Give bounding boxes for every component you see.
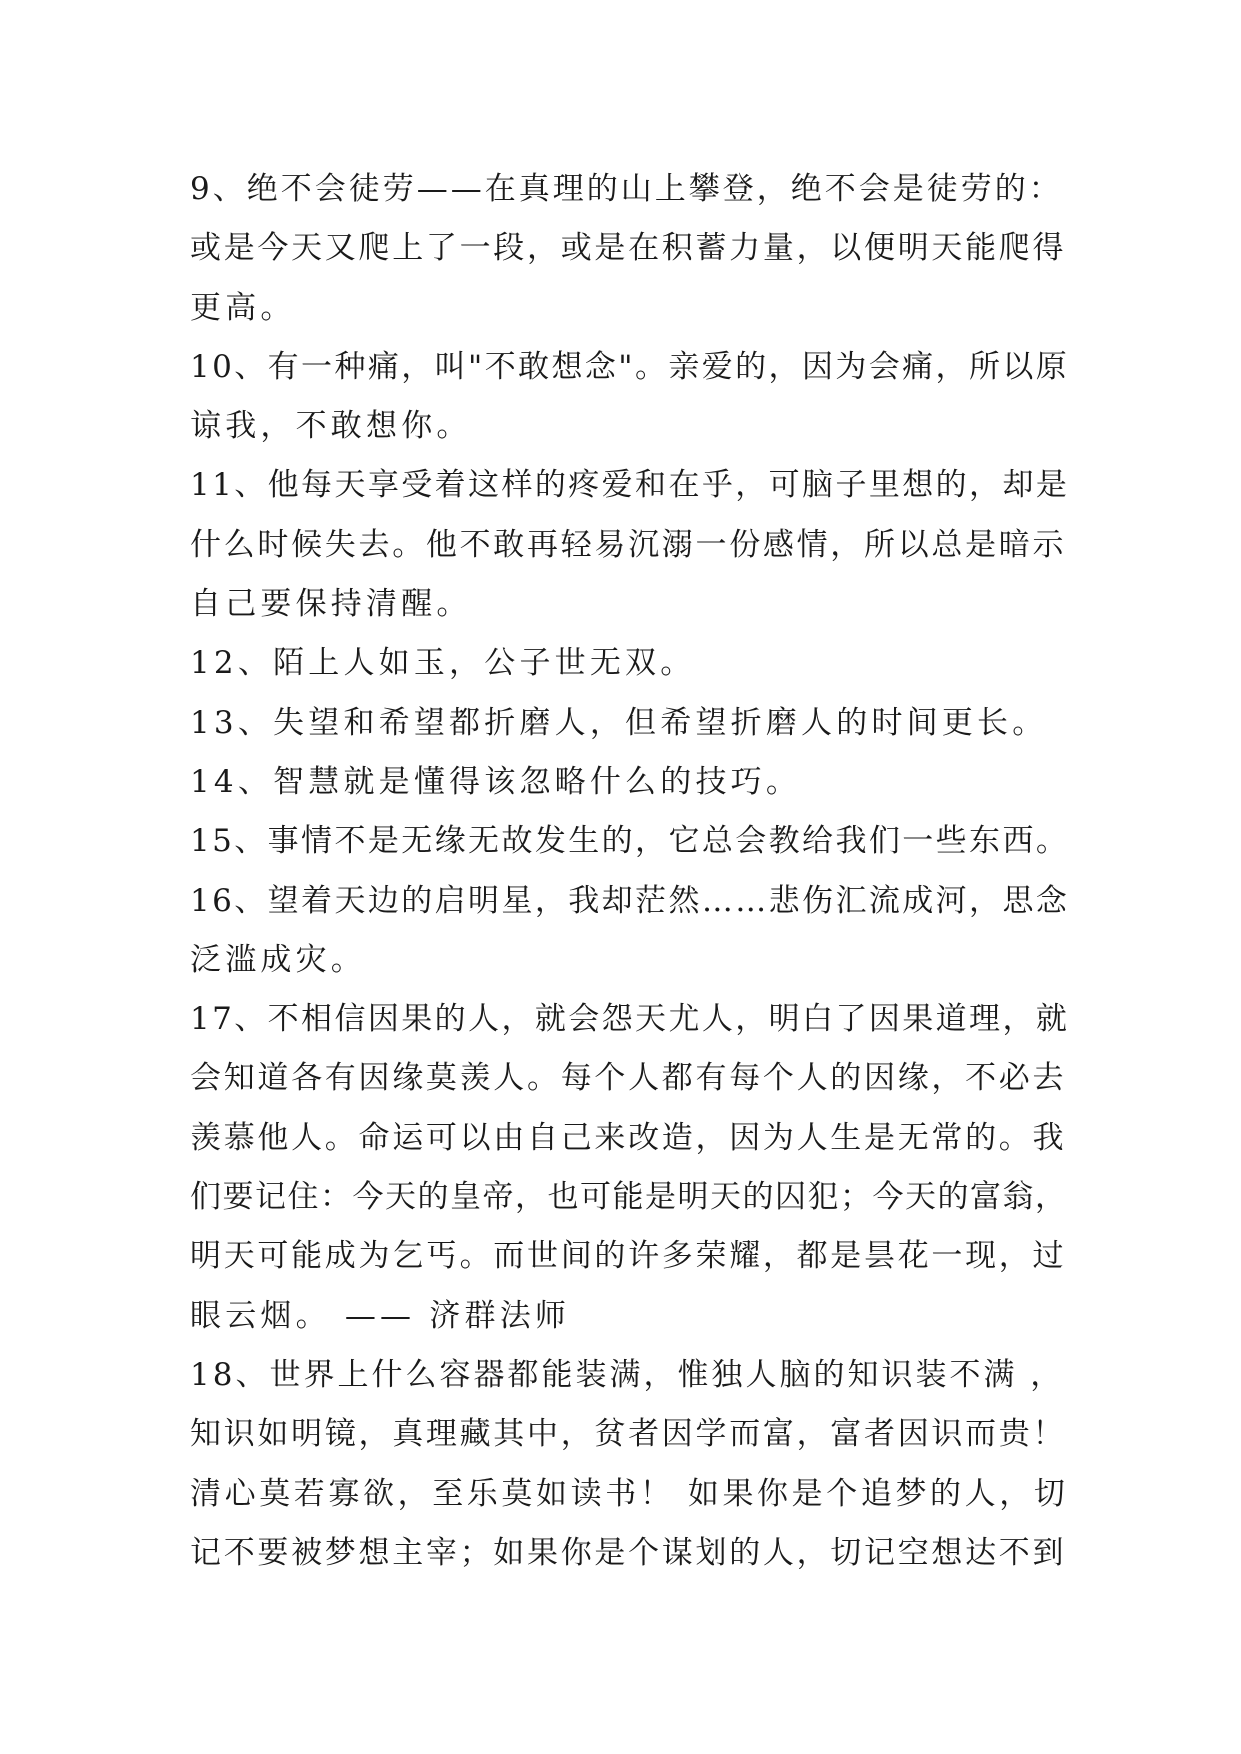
text-line: 明天可能成为乞丐。而世间的许多荣耀，都是昙花一现，过 — [190, 1238, 1067, 1275]
text-line: 12、陌上人如玉，公子世无双。 — [190, 645, 696, 682]
text-line: 羡慕他人。命运可以由自己来改造，因为人生是无常的。我 — [190, 1119, 1067, 1156]
text-line: 9、绝不会徒劳——在真理的山上攀登，绝不会是徒劳的： — [190, 171, 1063, 207]
text-line: 更高。 — [190, 289, 296, 326]
text-line: 会知道各有因缘莫羡人。每个人都有每个人的因缘，不必去 — [190, 1060, 1067, 1097]
text-line: 17、不相信因果的人，就会怨天尤人，明白了因果道理，就 — [190, 1001, 1070, 1038]
text-line: 记不要被梦想主宰；如果你是个谋划的人，切记空想达不到 — [190, 1534, 1067, 1571]
text-line: 16、望着天边的启明星，我却茫然……悲伤汇流成河，思念 — [190, 882, 1070, 919]
text-line: 10、有一种痛，叫"不敢想念"。亲爱的，因为会痛，所以原 — [190, 348, 1070, 385]
text-line: 什么时候失去。他不敢再轻易沉溺一份感情，所以总是暗示 — [190, 526, 1067, 563]
text-line: 谅我，不敢想你。 — [190, 408, 472, 445]
text-line: 11、他每天享受着这样的疼爱和在乎，可脑子里想的，却是 — [190, 467, 1070, 504]
text-line: 13、失望和希望都折磨人，但希望折磨人的时间更长。 — [190, 704, 1048, 741]
text-line: 15、事情不是无缘无故发生的，它总会教给我们一些东西。 — [190, 823, 1070, 860]
text-line: 14、智慧就是懂得该忽略什么的技巧。 — [190, 763, 802, 800]
text-line: 知识如明镜，真理藏其中，贫者因学而富，富者因识而贵！ — [190, 1416, 1067, 1453]
document-body — [190, 160, 1070, 1583]
text-line: 18、世界上什么容器都能装满，惟独人脑的知识装不满 ， — [190, 1356, 1065, 1393]
text-line: 或是今天又爬上了一段，或是在积蓄力量，以便明天能爬得 — [190, 230, 1067, 267]
text-line: 清心莫若寡欲，至乐莫如读书！ 如果你是个追梦的人，切 — [190, 1475, 1069, 1512]
text-line: 自己要保持清醒。 — [190, 586, 472, 623]
text-line: 们要记住：今天的皇帝，也可能是明天的囚犯；今天的富翁， — [190, 1179, 1068, 1216]
text-line: 眼云烟。 —— 济群法师 — [190, 1297, 571, 1334]
text-line: 泛滥成灾。 — [190, 941, 366, 978]
